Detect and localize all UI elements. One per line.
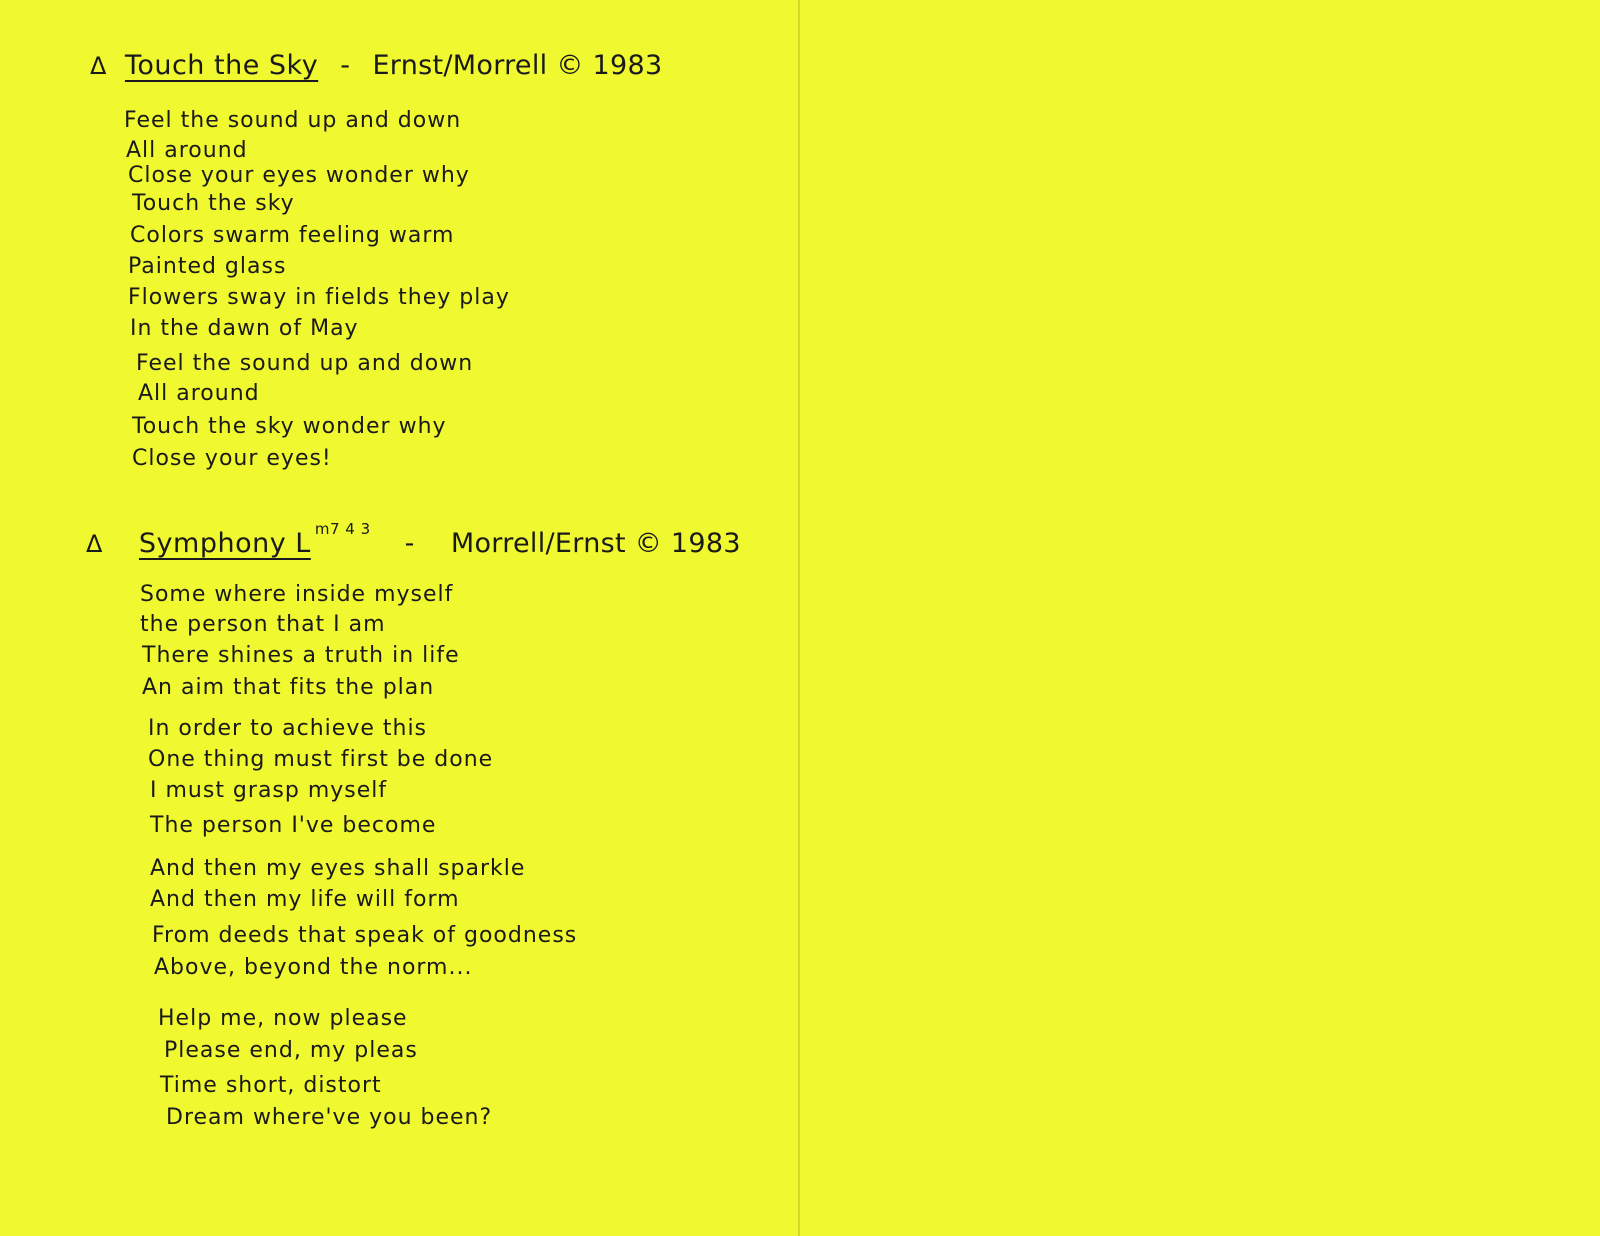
lyric-line: In the dawn of May xyxy=(130,316,359,341)
lyric-line: One thing must first be done xyxy=(148,747,494,772)
lyric-line: Time short, distort xyxy=(160,1073,382,1098)
lyric-line: An aim that fits the plan xyxy=(142,675,435,700)
song-credit: Morrell/Ernst © 1983 xyxy=(450,528,741,559)
lyric-line: And then my eyes shall sparkle xyxy=(150,856,526,881)
song-title: Touch the Sky xyxy=(124,50,319,81)
lyric-line: All around xyxy=(126,138,248,163)
lyric-line: Close your eyes wonder why xyxy=(128,163,470,188)
lyric-line: Flowers sway in fields they play xyxy=(128,285,510,310)
lyric-line: I must grasp myself xyxy=(150,778,388,803)
right-page xyxy=(800,0,1600,1236)
lyric-line: Painted glass xyxy=(128,254,287,279)
song-header-touch-the-sky xyxy=(90,50,662,81)
lyric-line: All around xyxy=(138,381,260,406)
lyric-line: In order to achieve this xyxy=(148,716,428,741)
lyric-line: Please end, my pleas xyxy=(164,1038,418,1063)
song-credit: Ernst/Morrell © 1983 xyxy=(372,50,663,81)
lyric-line: Above, beyond the norm... xyxy=(154,955,473,980)
lyric-line: Dream where've you been? xyxy=(166,1105,493,1130)
triangle-marker: Δ xyxy=(86,530,103,558)
left-page xyxy=(0,0,798,1236)
lyric-line: From deeds that speak of goodness xyxy=(152,923,578,948)
lyric-line: There shines a truth in life xyxy=(142,643,460,668)
lyric-line: the person that I am xyxy=(140,612,386,637)
lyric-line: Feel the sound up and down xyxy=(124,108,462,133)
lyric-line: Colors swarm feeling warm xyxy=(130,223,455,248)
dash: - xyxy=(340,50,351,81)
song-header-symphony xyxy=(86,520,741,559)
lyric-line: Feel the sound up and down xyxy=(136,351,474,376)
lyric-line: Some where inside myself xyxy=(140,582,454,607)
lyric-line: Touch the sky wonder why xyxy=(132,414,447,439)
lyric-line: Close your eyes! xyxy=(132,446,332,471)
lyric-line: Touch the sky xyxy=(132,191,295,216)
lyric-line: The person I've become xyxy=(150,813,437,838)
triangle-marker: Δ xyxy=(90,52,107,80)
dash: - xyxy=(404,528,415,559)
lyric-line: Help me, now please xyxy=(158,1006,408,1031)
song-title: Symphony L xyxy=(138,528,311,559)
song-title-superscript: m7 4 3 xyxy=(314,520,371,538)
lyric-line: And then my life will form xyxy=(150,887,460,912)
